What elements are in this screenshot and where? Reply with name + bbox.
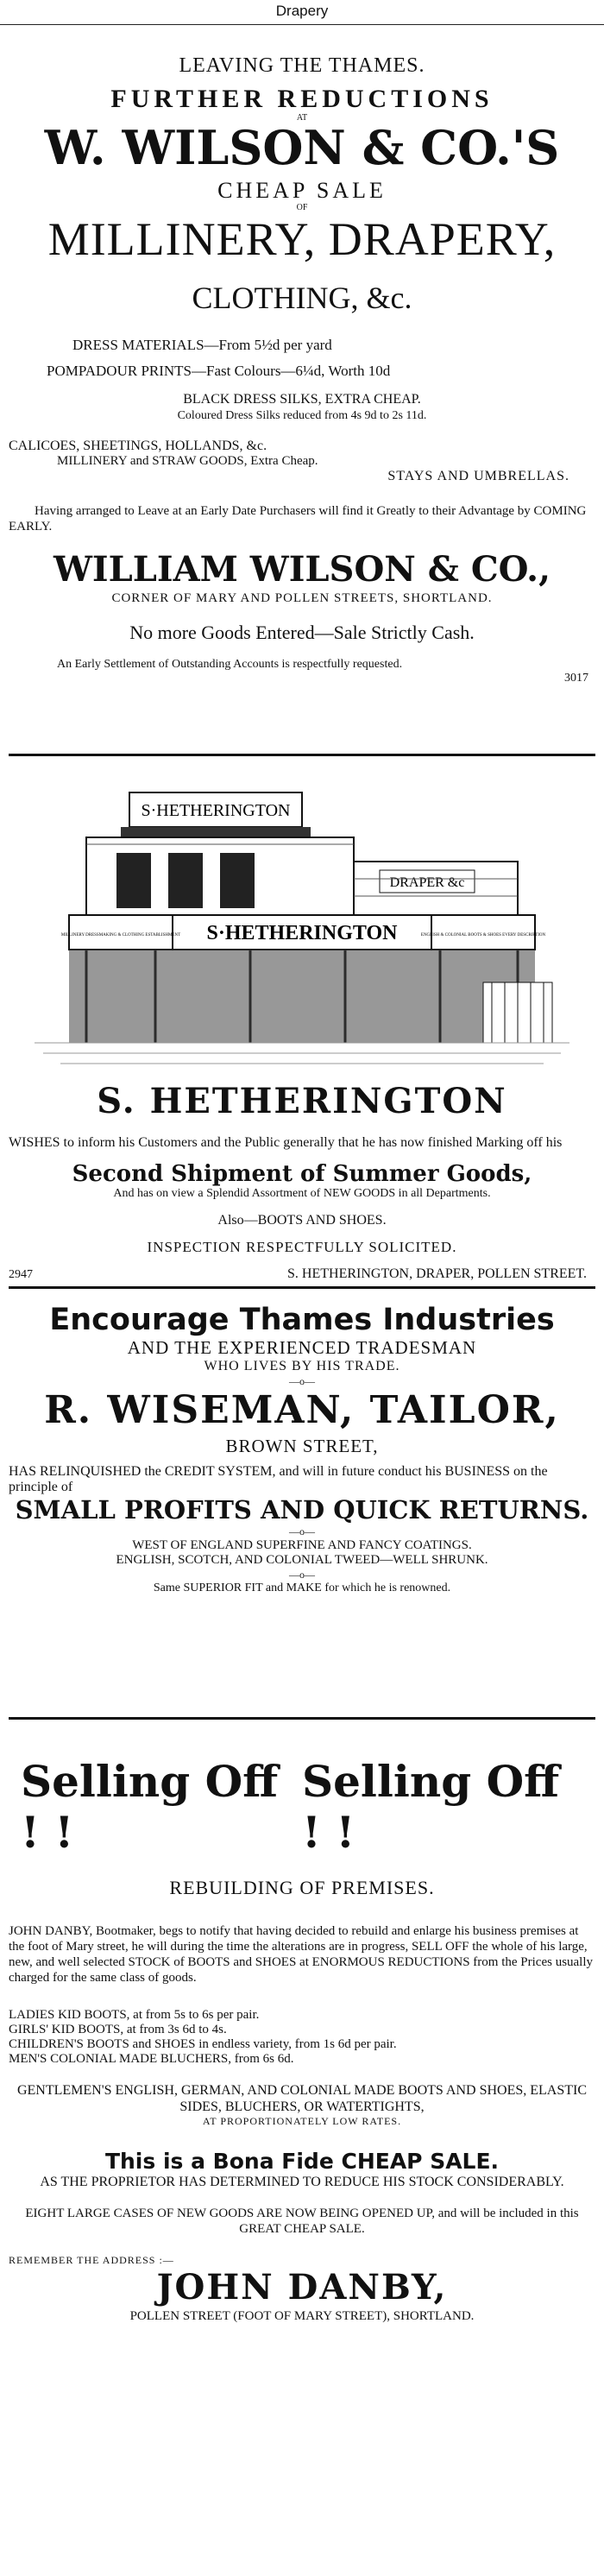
wishes-text (9, 1133, 595, 1152)
wilson-name: W. WILSON & CO.'S (44, 120, 560, 175)
section-divider (9, 1286, 595, 1289)
childrens-boots: CHILDREN'S BOOTS and SHOES in endless variety, from 1s 6d per pair. (9, 2037, 397, 2051)
eight-cases: EIGHT LARGE CASES OF NEW GOODS ARE NOW BEING OPENED UP, and will be included in this GREAT CHEAP SALE. (25, 2207, 579, 2236)
draper-sign-text: DRAPER &c (389, 875, 465, 890)
page-header: Drapery (0, 0, 604, 25)
separator: —o— (289, 1569, 315, 1581)
shop-illustration (35, 784, 569, 1077)
section-divider (9, 754, 595, 756)
coloured-silks: Coloured Dress Silks reduced from 4s 9d to 2s 11d. (177, 409, 427, 422)
sign-main-text: S·HETHERINGTON (206, 922, 398, 944)
company-address: CORNER OF MARY AND POLLEN STREETS, SHORTLAND. (111, 591, 493, 605)
of-text: OF (296, 203, 308, 212)
boots-shoes: Also—BOOTS AND SHOES. (217, 1213, 387, 1228)
danby-address: POLLEN STREET (FOOT OF MARY STREET), SHORTLAND. (129, 2309, 475, 2323)
selling-off-left: Selling Off ! ! (21, 1756, 279, 1858)
straw-goods: MILLINERY and STRAW GOODS, Extra Cheap. (57, 454, 318, 468)
danby-advertisement (0, 1756, 604, 2576)
separator: —o— (289, 1525, 315, 1537)
bona-fide: This is a Bona Fide CHEAP SALE. (104, 2149, 500, 2174)
same-fit: Same SUPERIOR FIT and MAKE for which he is renowned. (153, 1582, 451, 1594)
girls-kid-boots: GIRLS' KID BOOTS, at from 3s 6d to 4s. (9, 2023, 227, 2036)
dress-materials: DRESS MATERIALS—From 5½d per yard (72, 337, 332, 353)
cash-notice: No more Goods Entered—Sale Strictly Cash. (129, 622, 475, 643)
wiseman-name: R. WISEMAN, TAILOR, (44, 1388, 560, 1432)
inspection: INSPECTION RESPECTFULLY SOLICITED. (147, 1239, 457, 1255)
stays-umbrellas: STAYS AND UMBRELLAS. (387, 469, 569, 483)
pompadour-prints: POMPADOUR PRINTS—Fast Colours—6¼d, Worth 10d (47, 363, 391, 379)
wishes-paragraph: WISHES to inform his Customers and the Public generally that he has now finished Marking off his (9, 1135, 563, 1150)
lives-by-trade: WHO LIVES BY HIS TRADE. (204, 1359, 400, 1373)
tweeds: ENGLISH, SCOTCH, AND COLONIAL TWEED—WELL SHRUNK. (116, 1553, 488, 1567)
at-text: AT (296, 113, 308, 123)
ladies-kid-boots: LADIES KID BOOTS, at from 5s to 6s per pair. (9, 2008, 260, 2022)
company-name: WILLIAM WILSON & CO., (53, 549, 551, 590)
wiseman-advertisement (0, 1303, 604, 1717)
danby-name: JOHN DANBY, (156, 2267, 448, 2308)
leave-notice: Having arranged to Leave at an Early Date Purchasers will find it Greatly to their Advantage by COMING EARLY. (9, 504, 587, 534)
sign-right-text: ENGLISH & COLONIAL BOOTS & SHOES EVERY DESCRIPTION (420, 933, 546, 938)
wilson-advertisement (0, 54, 604, 754)
relinquished-paragraph: HAS RELINQUISHED the CREDIT SYSTEM, and will in future conduct his BUSINESS on the principle of (9, 1464, 548, 1494)
separator: —o— (289, 1375, 315, 1387)
encourage-headline: Encourage Thames Industries (49, 1303, 555, 1337)
cheap-sale: CHEAP SALE (217, 178, 387, 203)
hetherington-name: S. HETHERINGTON (97, 1081, 507, 1121)
clothing-headline: CLOTHING, &c. (192, 281, 412, 315)
second-shipment: Second Shipment of Summer Goods, (72, 1161, 532, 1187)
sign-top-text: S·HETHERINGTON (141, 801, 291, 820)
reductions-headline: FURTHER REDUCTIONS (110, 85, 494, 113)
gentlemens-boots: GENTLEMEN'S ENGLISH, GERMAN, AND COLONIAL MADE BOOTS AND SHOES, ELASTIC SIDES, BLUCHERS, OR WATERTIGHTS, (16, 2083, 588, 2114)
hetherington-advertisement (0, 784, 604, 1286)
settlement-notice: An Early Settlement of Outstanding Accounts is respectfully requested. (57, 658, 403, 671)
rebuilding: REBUILDING OF PREMISES. (169, 1877, 435, 1898)
ad-number: 2947 (9, 1268, 33, 1281)
section-divider (9, 1717, 595, 1720)
hetherington-signature: S. HETHERINGTON, DRAPER, POLLEN STREET. (287, 1266, 587, 1281)
mens-bluchers: MEN'S COLONIAL MADE BLUCHERS, from 6s 6d. (9, 2052, 294, 2066)
proprietor-notice: AS THE PROPRIETOR HAS DETERMINED TO REDUCE HIS STOCK CONSIDERABLY. (40, 2175, 564, 2189)
experienced-tradesman: AND THE EXPERIENCED TRADESMAN (127, 1337, 477, 1358)
calicoes: CALICOES, SHEETINGS, HOLLANDS, &c. (9, 439, 267, 453)
wiseman-street: BROWN STREET, (225, 1436, 379, 1456)
proportionately-low: AT PROPORTIONATELY LOW RATES. (202, 2115, 402, 2127)
sign-left-text: MILLINERY DRESSMAKING & CLOTHING ESTABLISHMENT (60, 933, 181, 938)
selling-off-right: Selling Off ! ! (302, 1756, 560, 1858)
ad-number: 3017 (564, 672, 588, 685)
small-profits: SMALL PROFITS AND QUICK RETURNS. (15, 1495, 589, 1525)
john-danby-notice: JOHN DANBY, Bootmaker, begs to notify that having decided to rebuild and enlarge his business premises at the foot of Mary street, he will during the time the alterations are in progress, SELL OFF the whole of his large, new, and well selected STOCK of BOOTS and SHOES at ENORMOUS REDUCTIONS from the Prices usually charged for the same class of goods. (9, 1924, 594, 1985)
remember-address: REMEMBER THE ADDRESS :— (9, 2254, 174, 2266)
black-silks: BLACK DRESS SILKS, EXTRA CHEAP. (183, 392, 421, 407)
west-england: WEST OF ENGLAND SUPERFINE AND FANCY COATINGS. (132, 1538, 472, 1552)
splendid-assortment: And has on view a Splendid Assortment of NEW GOODS in all Departments. (113, 1187, 491, 1200)
leaving-headline: LEAVING THE THAMES. (179, 54, 425, 77)
millinery-headline: MILLINERY, DRAPERY, (47, 213, 557, 265)
